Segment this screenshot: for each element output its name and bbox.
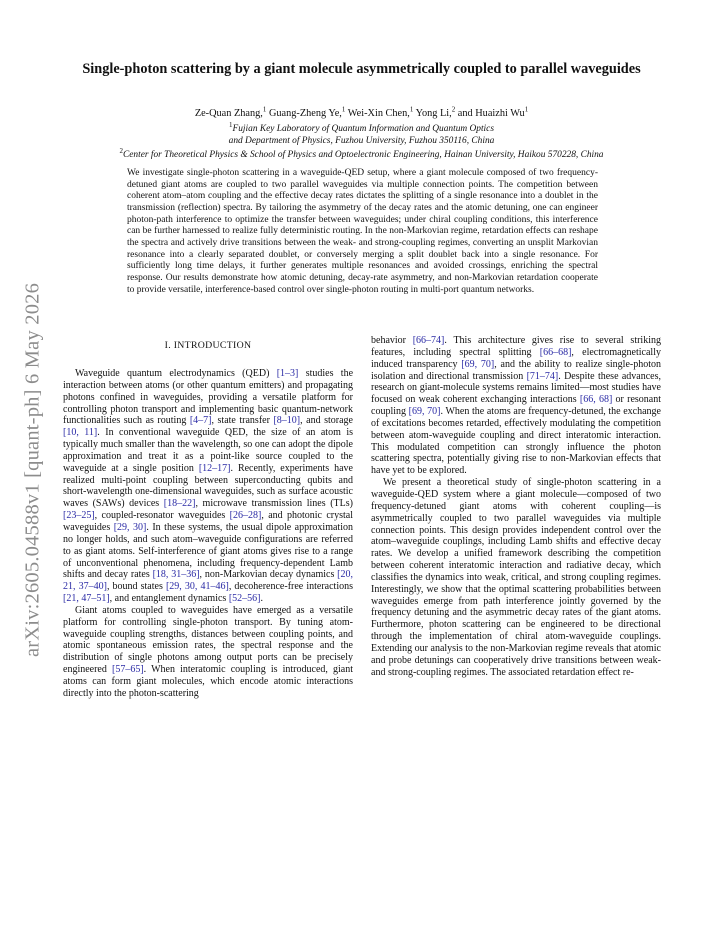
affiliation-1: $^1$Fujian Key Laboratory of Quantum Information and Quantum Optics and Department of Physics, Fuzhou University, Fuzhou 350116, China <box>228 120 495 146</box>
citation-link[interactable]: [8–10] <box>273 415 301 427</box>
citation-link[interactable]: [66, 68] <box>579 394 613 406</box>
citation-link[interactable]: [18–22] <box>163 498 196 510</box>
author-2: Guang-Zheng Ye,$^1$ <box>268 105 346 119</box>
arxiv-sidebar-stamp <box>13 270 53 670</box>
citation-link[interactable]: [21, 47–51] <box>63 593 110 605</box>
citation-link[interactable]: [1–3] <box>276 368 299 379</box>
citation-link[interactable]: [29, 30, 41–46] <box>165 581 229 593</box>
citation-link[interactable]: [57–65] <box>111 664 144 676</box>
author-list <box>70 107 653 120</box>
arxiv-identifier: arXiv:2605.04588v1 [quant-ph] 6 May 2026 <box>21 282 44 658</box>
citation-link[interactable]: [71–74] <box>526 370 559 382</box>
intro-paragraph-2: Giant atoms coupled to waveguides have emerged as a versatile platform for controlling single-photon transport. By tuning atom-waveguide coupling strengths, distances between coupling points, and atomic spontaneous emission rates, the spectral response and the distribution of single photons among output ports can be precisely engineered [57–65]. When interatomic coupling is introduced, giant atoms can form giant molecules, which encode atomic interactions directly into the photon-scattering <box>63 604 353 699</box>
right-column <box>371 335 661 678</box>
paper-title: Single-photon scattering by a giant molecule asymmetrically coupled to parallel waveguides <box>82 61 641 77</box>
left-column <box>63 368 353 700</box>
intro-paragraph-1: Waveguide quantum electrodynamics (QED) [1–3] studies the interaction between atoms (or other quantum emitters) and propagating photons confined in waveguides, providing a versatile platform for controlling photon transport and implementing basic quantum-network functionalities such as routing [4–7], state transfer [8–10], and storage [10, 11]. In conventional waveguide QED, the size of an atom is typically much smaller than the wavelength, so one can adopt the dipole approximation and treat it as a point-like source coupled to the waveguide at a single position [12–17]. Recently, experiments have realized multi-point coupling between superconducting qubits and short-wavelength one-dimensional waveguides, such as surface acoustic waves (SAWs) devices [18–22], microwave transmission lines (TLs) [23–25], coupled-resonator waveguides [26–28], and photonic crystal waveguides [29, 30]. In these systems, the usual dipole approximation no longer holds, and such atom–waveguide configurations are referred to as giant atoms. Self-interference of giant atoms gives rise to a range of unconventional phenomena, including frequency-dependent Lamb shifts and decay rates [18, 31–36], non-Markovian decay dynamics [20, 21, 37–40], bound states [29, 30, 41–46], decoherence-free interactions [21, 47–51], and entanglement dynamics [52–56]. <box>63 368 354 605</box>
citation-link[interactable]: [4–7] <box>189 415 212 427</box>
abstract: We investigate single-photon scattering in a waveguide-QED setup, where a giant molecule composed of two frequency-detuned giant atoms are coupled to two parallel waveguides via multiple connection points. The competition between coherent atom–atom coupling and the effective decay rates dictates the splitting of a single resonance into a doublet in the transmission (reflection) spectra. By tailoring the asymmetry of the decay rates and the atomic detuning, one can engineer photon-path interference to optimize the transfer between waveguides; under chiral coupling conditions, this interference can be further harnessed to realize fully deterministic routing. In the non-Markovian regime, retardation effects can reshape the spectra and actively drive transitions between the weak- and strong-coupling regimes, converting an unsplit Markovian resonance into a clearly separated doublet, or conversely merging a split doublet back into a single resonance. For sufficiently long time delays, it further generates multiple resonances and avoided crossings, enriching the spectral response. Our results demonstrate how atomic detuning, decay-rate asymmetry, and non-Markovian retardation cooperate to provide versatile, interference-based control over single-photon routing in multi-port quantum networks. <box>127 168 598 295</box>
author-1: Ze-Quan Zhang,$^1$ <box>194 105 267 119</box>
citation-link[interactable]: [52–56] <box>228 593 261 605</box>
author-3: Wei-Xin Chen,$^1$ <box>347 105 414 119</box>
citation-link[interactable]: [66–74] <box>412 335 445 346</box>
section-heading-introduction: I. INTRODUCTION <box>164 340 252 351</box>
citation-link[interactable]: [29, 30] <box>113 521 147 533</box>
affiliation-2: $^2$Center for Theoretical Physics & School of Physics and Optoelectronic Engineering, Hainan University, Haikou 570228, China <box>119 146 604 160</box>
author-5: and Huaizhi Wu$^1$ <box>457 105 529 119</box>
citation-link[interactable]: [69, 70] <box>461 358 495 370</box>
intro-paragraph-2-continued: behavior [66–74]. This architecture gives rise to several striking features, including spectral splitting [66–68], electromagnetically induced transparency [69, 70], and the ability to realize single-photon isolation and directional transmission [71–74]. Despite these advances, research on giant-molecule systems remains limited—most studies have focused on weak coherent exchanging interactions [66, 68] or resonant coupling [69, 70]. When the atoms are frequency-detuned, the exchange of excitations becomes retarded, effectively modulating the competition between atom-waveguide coupling and direct interatomic interaction. This modulated competition can strongly influence the photon scattering spectra, potentially giving rise to non-Markovian effects that have yet to be explored. <box>371 335 661 477</box>
citation-link[interactable]: [66–68] <box>539 346 572 358</box>
intro-paragraph-3: We present a theoretical study of single-photon scattering in a waveguide-QED system where a giant molecule—composed of two frequency-detuned giant atoms with coherent coupling—is asymmetrically coupled to two parallel waveguides via multiple connection points. This design provides independent control over the atom–waveguide couplings, including Lamb shifts and effective decay rates. We develop a unified framework describing the competition between coherent interatomic interaction and radiative decay, which classifies the dynamics into weak, critical, and strong coupling regimes. Interestingly, we show that the optimal scattering probabilities between waveguides emerge from path interference jointly governed by the frequency detuning and the asymmetric decay rates of the giant atoms. Furthermore, photon scattering can be engineered to be directional through the implementation of chiral atom-waveguide couplings. Extending our analysis to the non-Markovian regime reveals that atomic and probe detunings can cooperatively drive transitions between weak- and strong-coupling regimes. The associated retardation effect re- <box>371 477 661 678</box>
citation-link[interactable]: [10, 11] <box>63 427 98 439</box>
citation-link[interactable]: [18, 31–36] <box>152 569 200 581</box>
citation-link[interactable]: [26–28] <box>229 510 262 522</box>
citation-link[interactable]: [23–25] <box>63 510 95 522</box>
citation-link[interactable]: [12–17] <box>198 462 231 474</box>
citation-link[interactable]: [20, 21, 37–40] <box>63 569 353 593</box>
citation-link[interactable]: [69, 70] <box>408 406 441 418</box>
author-4: Yong Li,$^2$ <box>415 105 456 119</box>
